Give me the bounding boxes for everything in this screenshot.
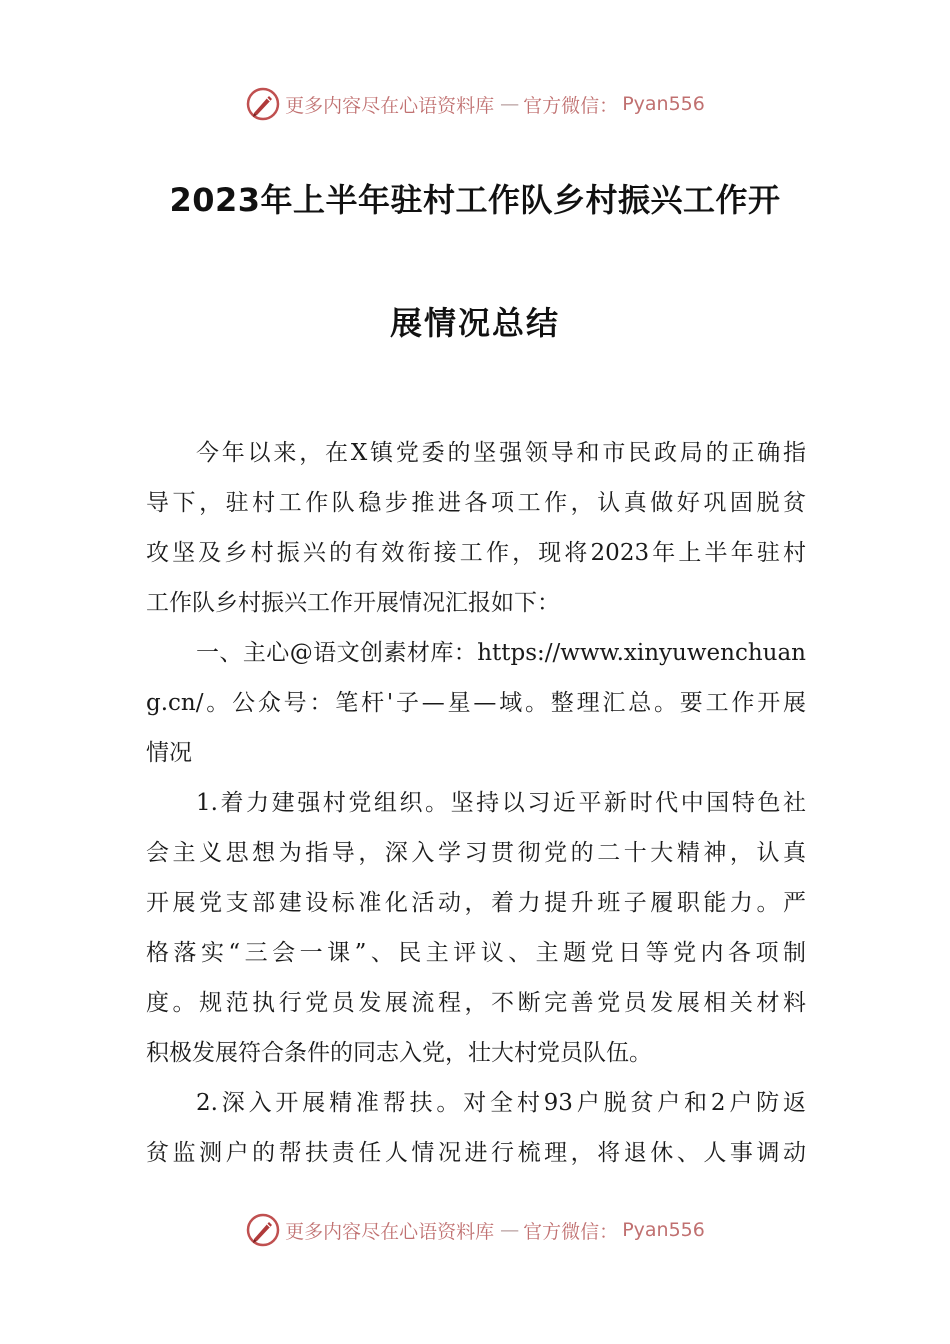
document-title-line-1: 2023年上半年驻村工作队乡村振兴工作开 (169, 181, 781, 219)
document-body (146, 428, 806, 1178)
body-line: 2.深入开展精准帮扶。对全村93户脱贫户和2户防返 (196, 1090, 806, 1116)
watermark-prefix-text: 更多内容尽在心语资料库 (285, 1220, 495, 1243)
body-line: 攻坚及乡村振兴的有效衔接工作，现将2023年上半年驻村 (146, 540, 806, 566)
document-title-line-2: 展情况总结 (389, 304, 560, 342)
body-line: 开展党支部建设标准化活动，着力提升班子履职能力。严 (146, 890, 806, 916)
watermark-dash: — (500, 93, 518, 115)
body-line: 会主义思想为指导，深入学习贯彻党的二十大精神，认真 (146, 840, 806, 866)
pen-logo-icon (245, 1212, 281, 1248)
body-line: 导下，驻村工作队稳步推进各项工作，认真做好巩固脱贫 (146, 490, 806, 516)
body-line: g.cn/。公众号：笔杆'子—星—域。整理汇总。要工作开展 (146, 690, 806, 716)
watermark-handle: Pyan556 (622, 93, 705, 115)
watermark-prefix-text: 更多内容尽在心语资料库 (285, 94, 495, 117)
watermark-footer (0, 1212, 950, 1248)
body-line: 今年以来，在X镇党委的坚强领导和市民政局的正确指 (196, 440, 806, 466)
watermark-middle-text: 官方微信： (523, 1220, 619, 1243)
watermark-dash: — (500, 1219, 518, 1241)
pen-logo-icon (245, 86, 281, 122)
body-line: 情况 (146, 740, 192, 766)
watermark-header (0, 86, 950, 122)
body-line: 格落实“三会一课”、民主评议、主题党日等党内各项制 (146, 940, 806, 966)
watermark-handle: Pyan556 (622, 1219, 705, 1241)
body-line: 度。规范执行党员发展流程，不断完善党员发展相关材料 (146, 990, 806, 1016)
body-line: 工作队乡村振兴工作开展情况汇报如下： (146, 590, 560, 616)
body-line: 一、主心@语文创素材库：https://www.xinyuwenchuan (196, 640, 806, 666)
body-line: 贫监测户的帮扶责任人情况进行梳理，将退休、人事调动 (146, 1140, 806, 1166)
body-line: 1.着力建强村党组织。坚持以习近平新时代中国特色社 (196, 790, 806, 816)
body-line: 积极发展符合条件的同志入党，壮大村党员队伍。 (146, 1040, 652, 1066)
watermark-middle-text: 官方微信： (523, 94, 619, 117)
